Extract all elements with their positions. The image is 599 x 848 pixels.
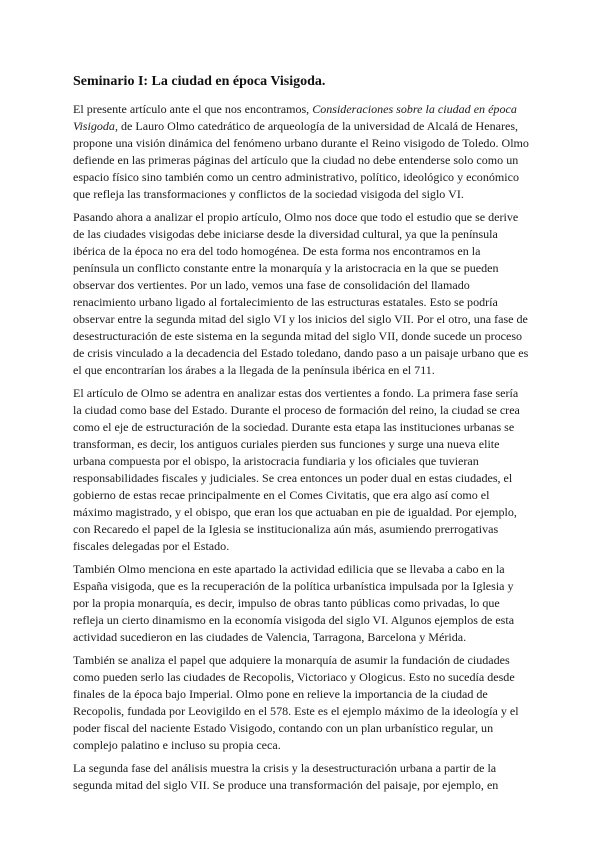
- paragraph-1-intro: El presente artículo ante el que nos encontramos,: [73, 102, 313, 116]
- document-title: Seminario I: La ciudad en época Visigoda.: [73, 74, 326, 89]
- paragraph-1: [73, 101, 529, 203]
- paragraph-6: La segunda fase del análisis muestra la crisis y la desestructuración urbana a partir de la segunda mitad del siglo VII. Se produce una transformación del paisaje, por ejemplo, en: [73, 761, 499, 792]
- paragraph-2: Pasando ahora a analizar el propio artículo, Olmo nos doce que todo el estudio que se derive de las ciudades visigodas debe iniciarse desde la diversidad cultural, ya que la península ibérica de la época no era del todo homogénea. De esta forma nos encontramos en la península un conflicto constante entre la monarquía y la aristocracia en la que se pueden observar dos vertientes. Por un lado, vemos una fase de consolidación del llamado renacimiento urbano ligado al fortalecimiento de las estructuras estatales. Esto se podría observar entre la segunda mitad del siglo VI y los inicios del siglo VII. Por el otro, una fase de desestructuración de este sistema en la segunda mitad del siglo VII, donde sucede un proceso de crisis vinculado a la decadencia del Estado toledano, dando paso a un paisaje urbano que es el que encontrarían los árabes a la llegada de la península ibérica en el 711.: [73, 210, 529, 377]
- paragraph-3: El artículo de Olmo se adentra en analizar estas dos vertientes a fondo. La primera fase sería la ciudad como base del Estado. Durante el proceso de formación del reino, la ciudad se crea como el eje de estructuración de la sociedad. Durante esta etapa las instituciones urbanas se transforman, es decir, los antiguos curiales pierden sus funciones y surge una nueva elite urbana compuesta por el obispo, la aristocracia fundiaria y los oficiales que tuvieran responsabilidades fiscales y judiciales. Se crea entonces un poder dual en estas ciudades, el gobierno de estas recae principalmente en el Comes Civitatis, que era algo así como el máximo magistrado, y el obispo, que eran los que actuaban en pie de igualdad. Por ejemplo, con Recaredo el papel de la Iglesia se institucionaliza aún más, asumiendo prerrogativas fiscales delegadas por el Estado.: [73, 386, 520, 553]
- paragraph-5: También se analiza el papel que adquiere la monarquía de asumir la fundación de ciudades como pueden serlo las ciudades de Recopolis, Victoriaco y Ologicus. Esto no sucedía desde finales de la época bajo Imperial. Olmo pone en relieve la importancia de la ciudad de Recopolis, fundada por Leovigildo en el 578. Este es el ejemplo máximo de la ideología y el poder fiscal del naciente Estado Visigodo, contando con un plan urbanístico regular, un complejo palatino e incluso su propia ceca.: [73, 653, 519, 752]
- paragraph-4: También Olmo menciona en este apartado la actividad edilicia que se llevaba a cabo en la España visigoda, que es la recuperación de la política urbanística impulsada por la Iglesia y por la propia monarquía, es decir, impulso de obras tanto públicas como privadas, lo que refleja un cierto dinamismo en la economía visigoda del siglo VI. Algunos ejemplos de esta actividad sucedieron en las ciudades de Valencia, Tarragona, Barcelona y Mérida.: [73, 562, 515, 644]
- article-title-italic: Consideraciones sobre la ciudad en época Visigoda: [73, 102, 517, 133]
- paragraph-1-rest: , de Lauro Olmo catedrático de arqueología de la universidad de Alcalá de Henares, propone una visión dinámica del fenómeno urbano durante el Reino visigodo de Toledo. Olmo defiende en las primeras páginas del artículo que la ciudad no debe entenderse solo como un espacio físico sino también como un centro administrativo, político, ideológico y económico que refleja las transformaciones y conflictos de la sociedad visigoda del siglo VI.: [73, 119, 529, 201]
